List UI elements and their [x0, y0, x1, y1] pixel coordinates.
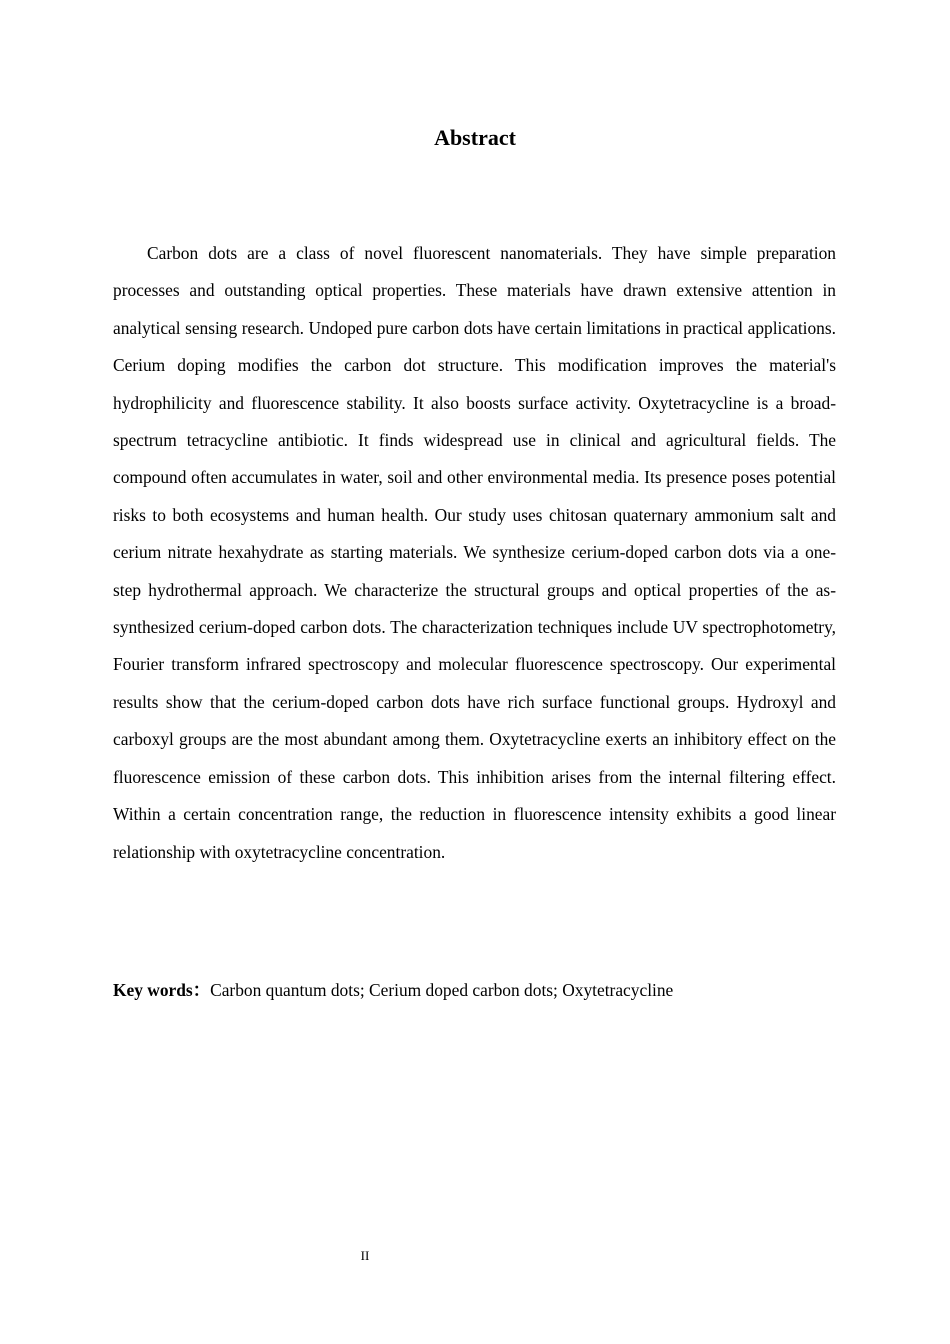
abstract-body: Carbon dots are a class of novel fluorescent nanomaterials. They have simple preparation processes and outstanding optical properties. These materials have drawn extensive attention in analytical sensing research. Undoped pure carbon dots have certain limitations in practical applications. Cerium doping modifies the carbon dot structure. This modification improves the material's hydrophilicity and fluorescence stability. It also boosts surface activity. Oxytetracycline is a broad-spectrum tetracycline antibiotic. It finds widespread use in clinical and agricultural fields. The compound often accumulates in water, soil and other environmental media. Its presence poses potential risks to both ecosystems and human health. Our study uses chitosan quaternary ammonium salt and cerium nitrate hexahydrate as starting materials. We synthesize cerium-doped carbon dots via a one-step hydrothermal approach. We characterize the structural groups and optical properties of the as-synthesized cerium-doped carbon dots. The characterization techniques include UV spectrophotometry, Fourier transform infrared spectroscopy and molecular fluorescence spectroscopy. Our experimental results show that the cerium-doped carbon dots have rich surface functional groups. Hydroxyl and carboxyl groups are the most abundant among them. Oxytetracycline exerts an inhibitory effect on the fluorescence emission of these carbon dots. This inhibition arises from the internal filtering effect. Within a certain concentration range, the reduction in fluorescence intensity exhibits a good linear relationship with oxytetracycline concentration. — [113, 243, 836, 862]
page-number: II — [360, 1248, 370, 1263]
keywords-text: Carbon quantum dots; Cerium doped carbon dots; Oxytetracycline — [210, 980, 674, 1000]
keywords-separator: ： — [192, 980, 211, 1000]
keywords-line — [113, 972, 836, 1009]
abstract-title: Abstract — [434, 125, 516, 150]
keywords-label: Key words — [113, 980, 193, 1000]
